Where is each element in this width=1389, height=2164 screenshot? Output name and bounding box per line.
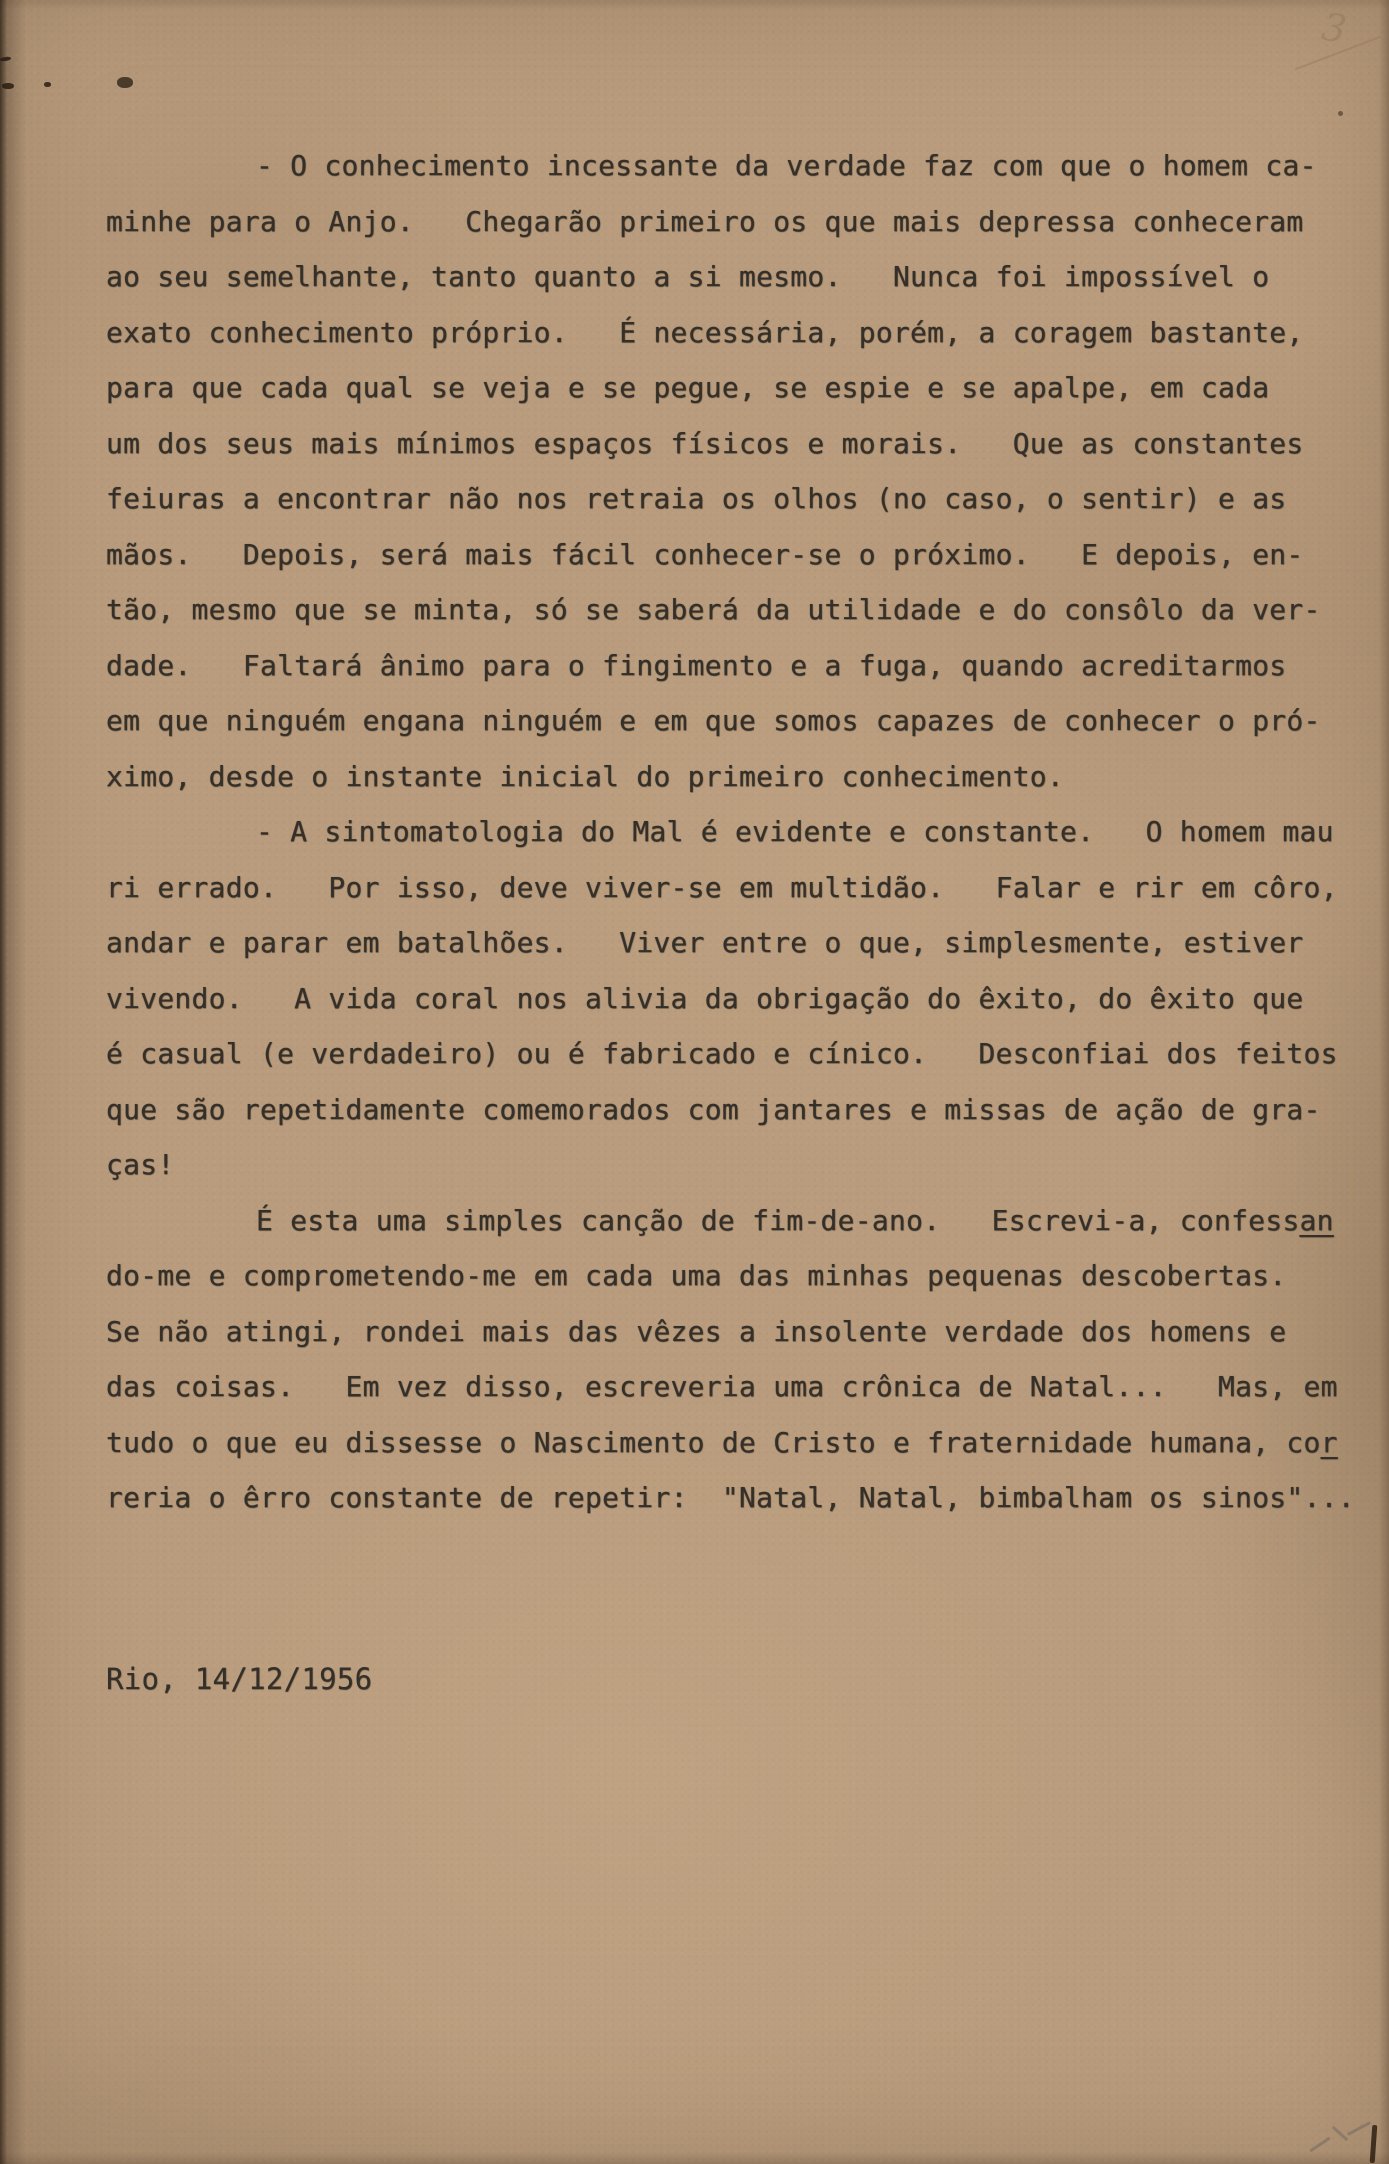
text-line: feiuras a encontrar não nos retraia os olhos (no caso, o sentir) e as [106, 482, 1287, 515]
text-line: em que ninguém engana ninguém e em que somos capazes de conhecer o pró- [106, 704, 1321, 737]
text-line: ximo, desde o instante inicial do primeiro conhecimento. [106, 759, 1065, 793]
text-line: vivendo. A vida coral nos alivia da obrigação do êxito, do êxito que [106, 981, 1304, 1015]
paragraph [106, 804, 1376, 1193]
text-line: ças! [106, 1148, 175, 1181]
text-line: ao seu semelhante, tanto quanto a si mesmo. Nunca foi impossível o [106, 260, 1270, 293]
underlined-suffix: an [1299, 1203, 1334, 1237]
text-line: tudo o que eu dissesse o Nascimento de Cristo e fraternidade humana, cor [106, 1425, 1338, 1459]
typewritten-text [106, 138, 1376, 1526]
paragraph [106, 1193, 1376, 1526]
pencil-page-number: 3 [1318, 4, 1350, 52]
text-line: - A sintomatologia do Mal é evidente e constante. O homem mau [256, 815, 1334, 848]
text-line: do-me e comprometendo-me em cada uma das minhas pequenas descobertas. [106, 1259, 1287, 1292]
text-line: É esta uma simples canção de fim-de-ano. Escrevi-a, confessan [256, 1203, 1334, 1237]
text-line: dade. Faltará ânimo para o fingimento e a fuga, quando acreditarmos [106, 648, 1287, 682]
text-line: - O conhecimento incessante da verdade faz com que o homem ca- [256, 149, 1317, 182]
dateline: Rio, 14/12/1956 [106, 1662, 373, 1696]
paragraph [106, 138, 1376, 804]
text-line: minhe para o Anjo. Chegarão primeiro os que mais depressa conheceram [106, 204, 1304, 238]
ink-speck [117, 77, 133, 88]
ink-dot [1338, 111, 1343, 116]
text-line: das coisas. Em vez disso, escreveria uma crônica de Natal... Mas, em [106, 1370, 1338, 1403]
text-line: ri errado. Por isso, deve viver-se em multidão. Falar e rir em côro, [106, 870, 1338, 904]
text-line: Se não atingi, rondei mais das vêzes a insolente verdade dos homens e [106, 1314, 1287, 1348]
text-line: tão, mesmo que se minta, só se saberá da utilidade e do consôlo da ver- [106, 593, 1321, 626]
underlined-suffix: r [1320, 1425, 1338, 1459]
text-line: é casual (e verdadeiro) ou é fabricado e cínico. Desconfiai dos feitos [106, 1037, 1338, 1070]
text-line: exato conhecimento próprio. É necessária, porém, a coragem bastante, [106, 315, 1304, 349]
text-line: para que cada qual se veja e se pegue, se espie e se apalpe, em cada [106, 371, 1270, 404]
ink-speck [2, 83, 14, 89]
text-line: mãos. Depois, será mais fácil conhecer-se o próximo. E depois, en- [106, 537, 1304, 571]
text-line: andar e parar em batalhões. Viver entre o que, simplesmente, estiver [106, 926, 1304, 959]
text-line: que são repetidamente comemorados com jantares e missas de ação de gra- [106, 1092, 1321, 1126]
ink-speck [44, 82, 51, 87]
text-line: reria o êrro constante de repetir: "Natal, Natal, bimbalham os sinos"... [106, 1481, 1355, 1514]
text-line: um dos seus mais mínimos espaços físicos e morais. Que as constantes [106, 426, 1304, 460]
